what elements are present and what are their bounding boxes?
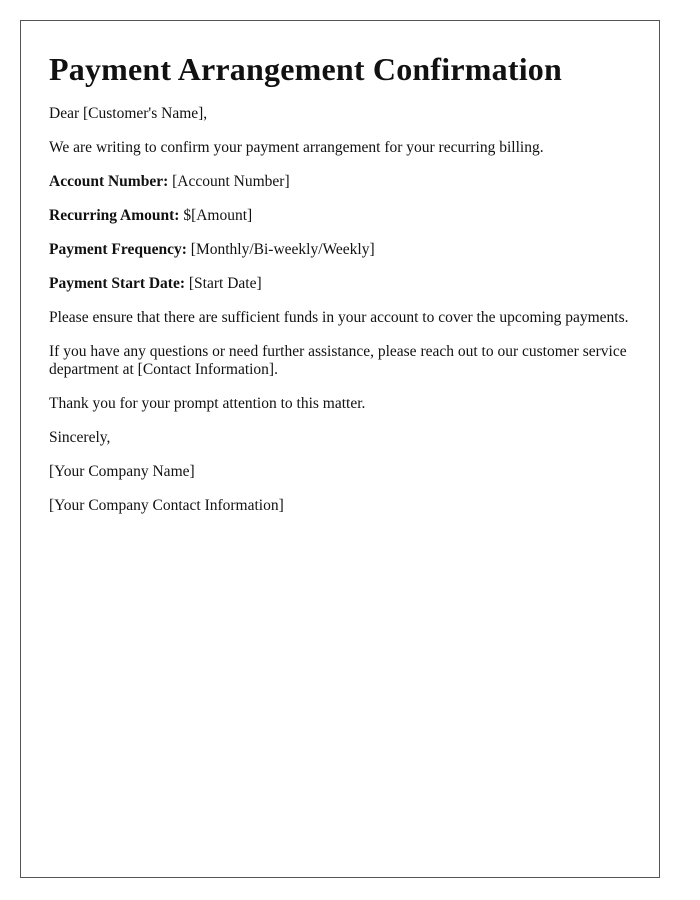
detail-label: Account Number: [49, 173, 169, 190]
closing: Sincerely, [49, 429, 111, 446]
company-contact: [Your Company Contact Information] [49, 497, 284, 514]
detail-recurring-amount [49, 207, 631, 225]
thanks-paragraph: Thank you for your prompt attention to this matter. [49, 395, 366, 412]
detail-label: Payment Start Date: [49, 275, 186, 292]
funds-notice-paragraph: Please ensure that there are sufficient funds in your account to cover the upcoming payments. [49, 309, 629, 326]
detail-label: Recurring Amount: [49, 207, 180, 224]
intro-paragraph: We are writing to confirm your payment arrangement for your recurring billing. [49, 139, 544, 156]
detail-value: [Monthly/Bi-weekly/Weekly] [190, 241, 375, 258]
detail-payment-start-date [49, 275, 631, 293]
detail-value: $[Amount] [183, 207, 253, 224]
assistance-paragraph: If you have any questions or need further assistance, please reach out to our customer service department at [Contact Information]. [49, 343, 627, 378]
salutation: Dear [Customer's Name], [49, 105, 208, 122]
detail-value: [Account Number] [172, 173, 290, 190]
detail-account-number [49, 173, 631, 191]
letter-title: Payment Arrangement Confirmation [49, 51, 562, 87]
detail-value: [Start Date] [188, 275, 262, 292]
detail-payment-frequency [49, 241, 631, 259]
letter-page [20, 20, 660, 878]
detail-label: Payment Frequency: [49, 241, 187, 258]
company-name: [Your Company Name] [49, 463, 195, 480]
